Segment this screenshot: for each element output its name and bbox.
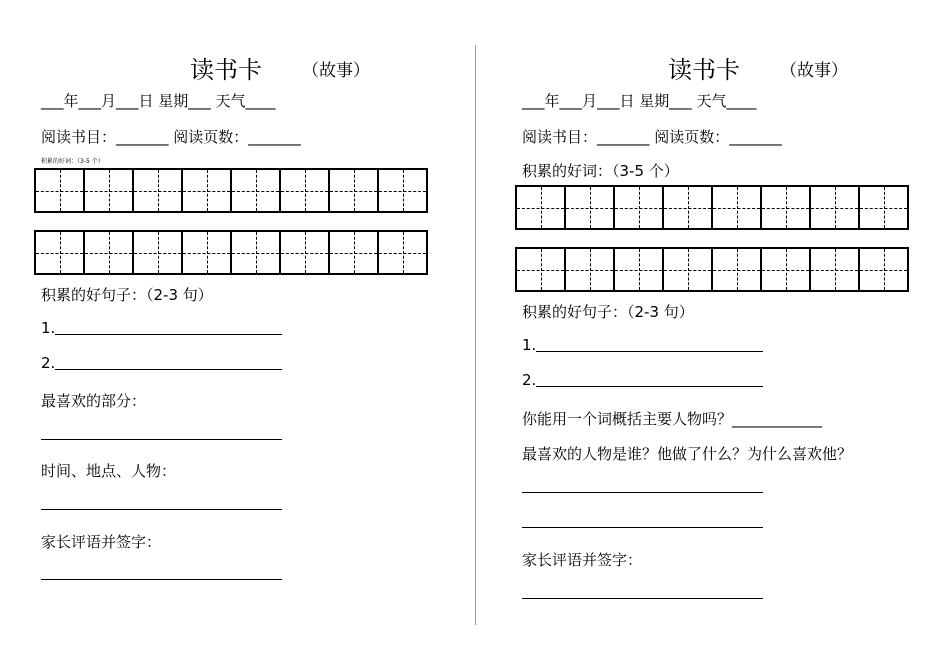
favorite-character-question: 最喜欢的人物是谁？他做了什么？为什么喜欢他？ — [522, 445, 853, 463]
good-words-label: 积累的好词：（3-5 个） — [41, 158, 104, 165]
sentence-line-1 — [536, 351, 763, 352]
answer-line-2 — [522, 527, 763, 528]
favorite-part-label: 最喜欢的部分： — [41, 392, 147, 410]
setting-label: 时间、地点、人物： — [41, 462, 177, 480]
card-title: 读书卡 — [668, 56, 740, 84]
sentence-item-2: 2. — [41, 354, 56, 372]
word-grid-2 — [34, 230, 428, 275]
reading-info-line: 阅读书目：_______ 阅读页数：_______ — [41, 128, 301, 146]
word-grid-1 — [34, 168, 428, 213]
answer-line-1 — [522, 492, 763, 493]
page-divider — [475, 45, 476, 625]
good-sentences-label: 积累的好句子：（2-3 句） — [522, 303, 694, 321]
parent-comment-label: 家长评语并签字： — [41, 533, 162, 551]
parent-comment-label: 家长评语并签字： — [522, 551, 643, 569]
word-grid-2 — [515, 247, 909, 292]
sentence-item-1: 1. — [522, 336, 537, 354]
parent-comment-line — [522, 598, 763, 599]
date-weather-line: ___年___月___日 星期___ 天气____ — [522, 92, 757, 110]
reading-card-right — [478, 0, 950, 672]
date-weather-line: ___年___月___日 星期___ 天气____ — [41, 92, 276, 110]
card-subtitle: （故事） — [780, 61, 848, 81]
sentence-item-1: 1. — [41, 319, 56, 337]
card-subtitle: （故事） — [302, 61, 370, 81]
parent-comment-line — [41, 579, 282, 580]
favorite-part-line — [41, 439, 282, 440]
word-grid-1 — [515, 185, 909, 230]
sentence-line-2 — [55, 369, 282, 370]
good-sentences-label: 积累的好句子：（2-3 句） — [41, 286, 213, 304]
reading-info-line: 阅读书目：_______ 阅读页数：_______ — [522, 128, 782, 146]
sentence-item-2: 2. — [522, 371, 537, 389]
good-words-label: 积累的好词：（3-5 个） — [522, 162, 679, 180]
sentence-line-2 — [536, 386, 763, 387]
card-title: 读书卡 — [190, 56, 262, 84]
main-character-question: 你能用一个词概括主要人物吗？____________ — [522, 410, 823, 428]
sentence-line-1 — [55, 334, 282, 335]
setting-line — [41, 509, 282, 510]
